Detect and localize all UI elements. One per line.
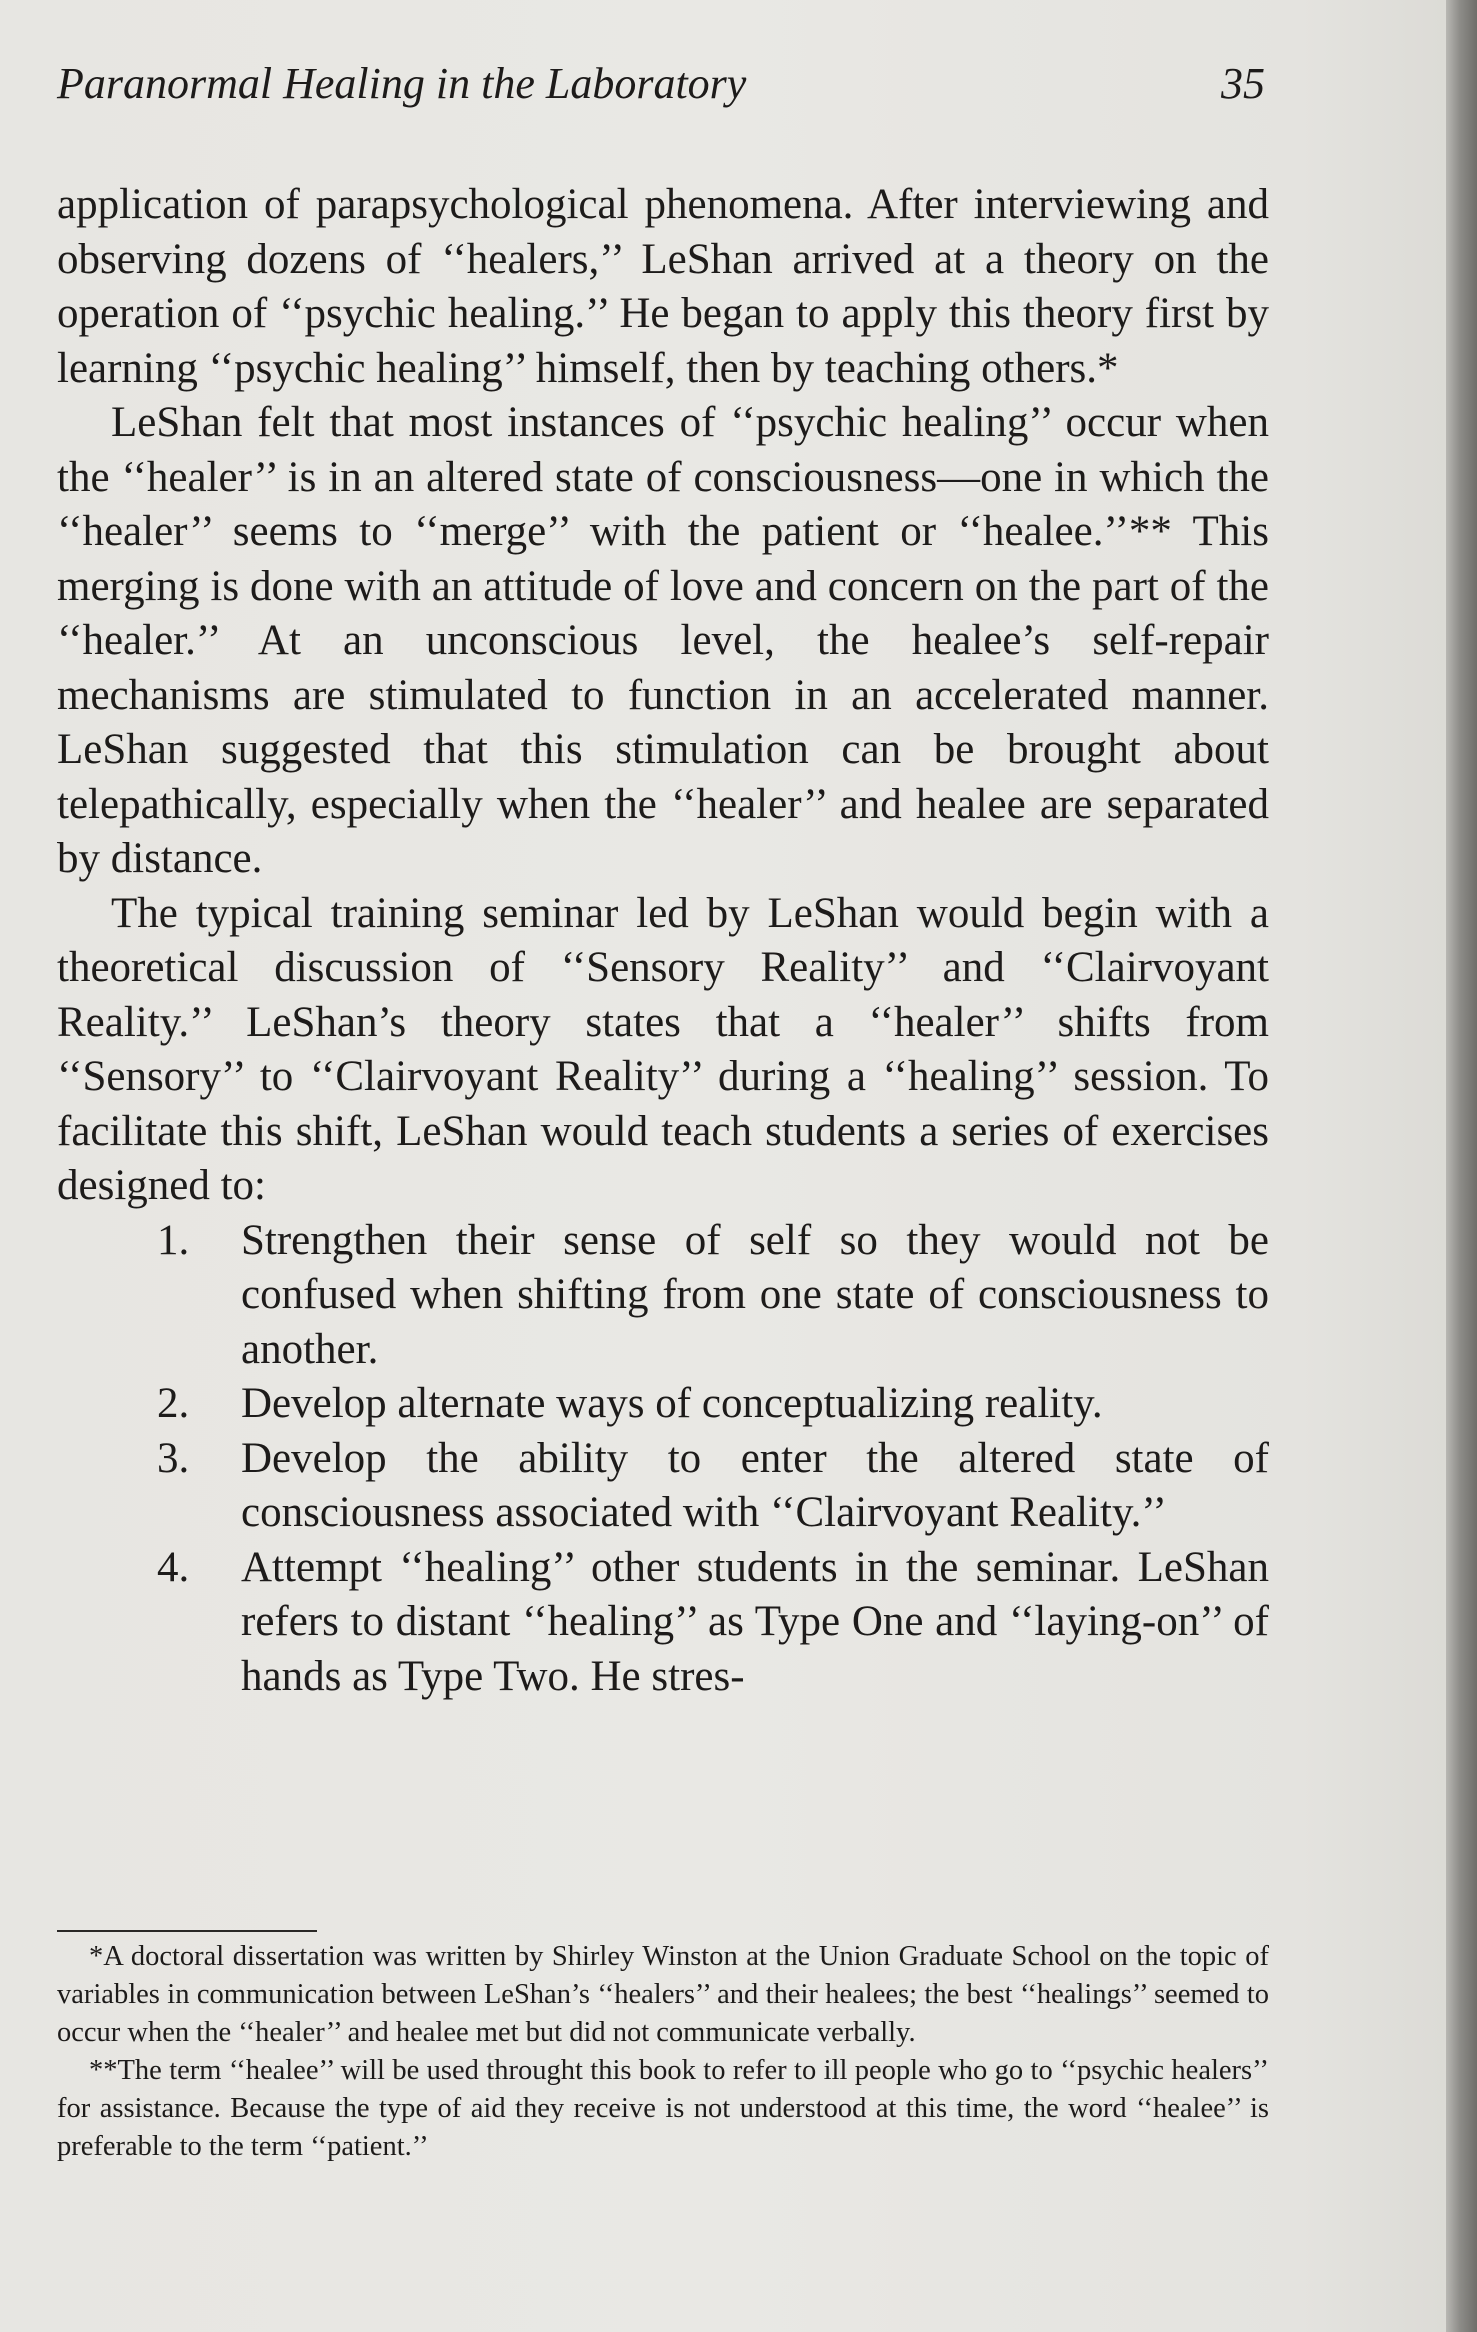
footnote-divider: [57, 1930, 317, 1932]
exercise-list: [57, 1214, 1269, 1705]
list-item-text: Develop alternate ways of conceptualizing reality.: [241, 1380, 1103, 1427]
list-item-text: Strengthen their sense of self so they would not be confused when shifting from one state of consciousness to another.: [241, 1216, 1269, 1373]
list-item-text: Attempt ‘‘healing’’ other students in the seminar. LeShan refers to distant ‘‘healing’’ as Type One and ‘‘laying-on’’ of hands as Type Two. He stres-: [241, 1543, 1269, 1700]
list-item-number: 3.: [157, 1434, 190, 1482]
list-item: [57, 1432, 1269, 1541]
paragraph-1: application of parapsychological phenomena. After interviewing and observing dozens of ‘‘healers,’’ LeShan arrived at a theory on the operation of ‘‘psychic healing.’’ He began to apply this theory first by learning ‘‘psychic healing’’ himself, then by teaching others.*: [57, 181, 1269, 392]
body-text: [57, 178, 1269, 1704]
page-header: [57, 58, 1265, 128]
footnote-2: **The term ‘‘healee’’ will be used throught this book to refer to ill people who go to ‘‘psychic healers’’ for assistance. Because the type of aid they receive is not understood at this time, the word ‘‘healee’’ is preferable to the term ‘‘patient.’’: [57, 2055, 1269, 2162]
list-item-number: 1.: [157, 1216, 190, 1264]
list-item-number: 4.: [157, 1543, 190, 1591]
page-number: 35: [1221, 59, 1265, 108]
list-item-text: Develop the ability to enter the altered state of consciousness associated with ‘‘Clairvoyant Reality.’’: [241, 1434, 1269, 1536]
list-item: [57, 1377, 1269, 1432]
footnote-1: *A doctoral dissertation was written by Shirley Winston at the Union Graduate School on the topic of variables in communication between LeShan’s ‘‘healers’’ and their healees; the best ‘‘healings’’ seemed to occur when the ‘‘healer’’ and healee met but did not communicate verbally.: [57, 1941, 1269, 2048]
paragraph-3: The typical training seminar led by LeShan would begin with a theoretical discussion of ‘‘Sensory Reality’’ and ‘‘Clairvoyant Reality.’’ LeShan’s theory states that a ‘‘healer’’ shifts from ‘‘Sensory’’ to ‘‘Clairvoyant Reality’’ during a ‘‘healing’’ session. To facilitate this shift, LeShan would teach students a series of exercises designed to:: [57, 889, 1269, 1209]
running-title: Paranormal Healing in the Laboratory: [57, 59, 747, 108]
list-item: [57, 1214, 1269, 1378]
book-spine-edge: [1446, 0, 1477, 2332]
list-item: [57, 1541, 1269, 1705]
footnotes: [57, 1938, 1269, 2166]
paragraph-2: LeShan felt that most instances of ‘‘psychic healing’’ occur when the ‘‘healer’’ is in an altered state of consciousness—one in which the ‘‘healer’’ seems to ‘‘merge’’ with the patient or ‘‘healee.’’** This merging is done with an attitude of love and concern on the part of the ‘‘healer.’’ At an unconscious level, the healee’s self-repair mechanisms are stimulated to function in an accelerated manner. LeShan suggested that this stimulation can be brought about telepathically, especially when the ‘‘healer’’ and healee are separated by distance.: [57, 399, 1269, 882]
list-item-number: 2.: [157, 1380, 190, 1427]
